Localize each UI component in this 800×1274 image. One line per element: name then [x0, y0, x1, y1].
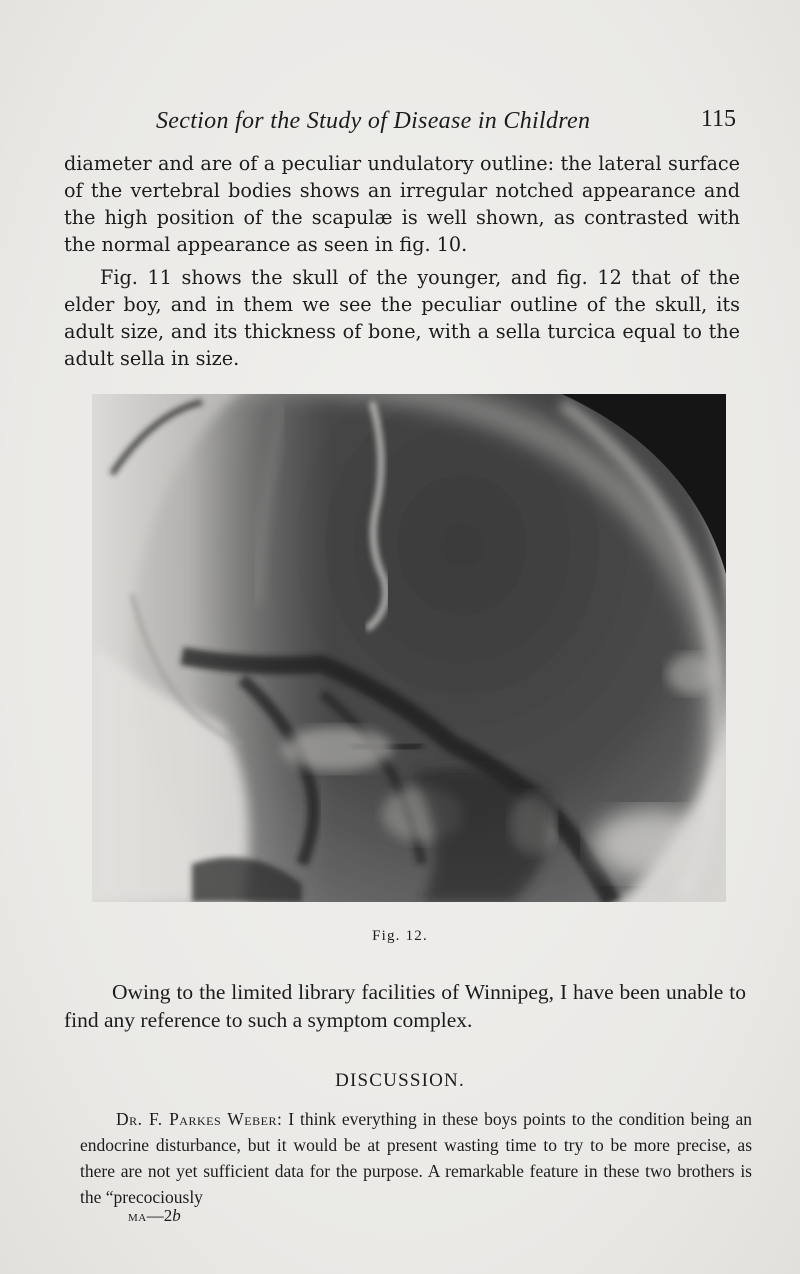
xray-figure [92, 394, 726, 902]
running-head [60, 104, 740, 140]
signature-number: 2 [163, 1206, 173, 1225]
discussion-heading: DISCUSSION. [335, 1070, 465, 1091]
figure-caption: Fig. 12. [372, 928, 428, 944]
body-paragraph-1: diameter and are of a peculiar undulatory outline: the lateral surface of the vertebral bodies shows an irregular notched appearance and the high position of the scapulæ is well shown, as contrasted with the normal appearance as seen in fig. 10. [64, 152, 740, 256]
speaker-name: Dr. F. Parkes Weber: [116, 1109, 283, 1129]
discussion-text: I think everything in these boys points to the condition being an endocrine disturbance, but it would be at present wasting time to try to be more precise, as there are not yet sufficient data for the purpose. A remarkable feature in these two brothers is the “precociously [80, 1109, 753, 1207]
printer-signature [128, 1206, 181, 1226]
skull-xray-image [92, 394, 726, 902]
signature-dash: — [146, 1206, 164, 1225]
discussion-paragraph [80, 1106, 752, 1210]
body-paragraph-2: Fig. 11 shows the skull of the younger, and fig. 12 that of the elder boy, and in them we see the peculiar outline of the skull, its adult size, and its thickness of bone, with a sella turcica equal to the adult sella in size. [64, 266, 740, 370]
body-paragraph-3: Owing to the limited library facilities of Winnipeg, I have been unable to find any reference to such a symptom complex. [64, 980, 746, 1032]
signature-prefix: ma [128, 1209, 147, 1225]
page-number: 115 [700, 106, 736, 132]
running-title: Section for the Study of Disease in Children [156, 108, 591, 134]
signature-suffix: b [172, 1206, 181, 1225]
